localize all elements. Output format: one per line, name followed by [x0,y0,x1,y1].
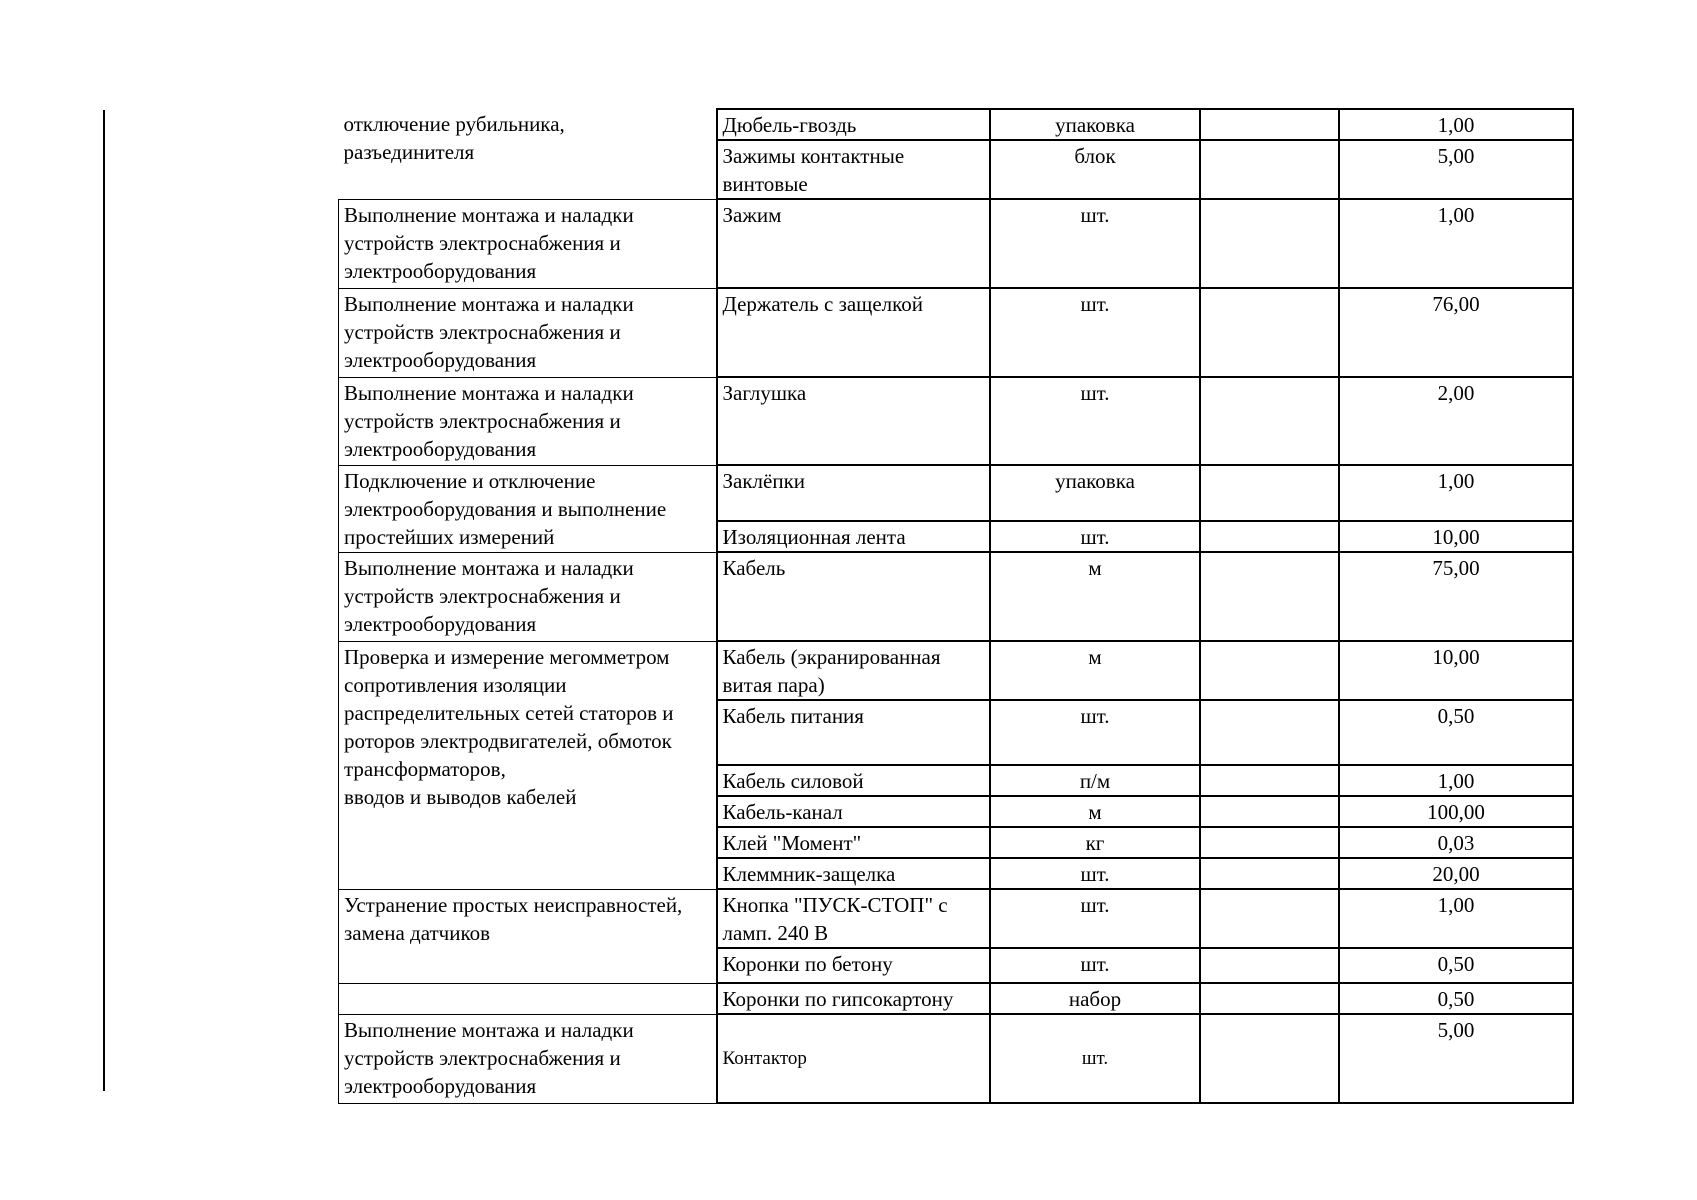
blank-cell [1200,552,1339,641]
table-row [339,552,1573,641]
quantity-cell: 1,00 [1339,765,1573,796]
blank-cell [1200,889,1339,948]
quantity-cell: 1,00 [1339,109,1573,140]
quantity-cell: 20,00 [1339,858,1573,889]
table-row [339,288,1573,377]
unit-cell: упаковка [990,109,1200,140]
blank-cell [1200,377,1339,465]
quantity-cell: 10,00 [1339,641,1573,700]
unit-cell: п/м [990,765,1200,796]
unit-cell: шт. [990,889,1200,948]
material-cell: Коронки по гипсокартону [717,983,990,1014]
quantity-cell: 100,00 [1339,796,1573,827]
material-cell: Дюбель-гвоздь [717,109,990,140]
blank-cell [1200,858,1339,889]
material-cell: Кабель питания [717,700,990,765]
work-cell: Выполнение монтажа и наладки устройств электроснабжения и электрооборудования [339,552,717,641]
unit-cell: м [990,641,1200,700]
blank-cell [1200,140,1339,199]
unit-cell: м [990,796,1200,827]
quantity-cell: 75,00 [1339,552,1573,641]
table-row [339,465,1573,521]
unit-cell: шт. [990,521,1200,552]
unit-cell: шт. [990,377,1200,465]
quantity-cell: 10,00 [1339,521,1573,552]
unit-cell: шт. [990,858,1200,889]
table-row [339,889,1573,948]
quantity-cell: 1,00 [1339,465,1573,521]
table-row [339,983,1573,1014]
work-cell: Проверка и измерение мегомметром сопротивления изоляции распределительных сетей статоров и роторов электродвигателей, обмоток трансформаторов, вводов и выводов кабелей [339,641,717,889]
table-row [339,641,1573,700]
unit-cell: м [990,552,1200,641]
material-cell: Клеммник-защелка [717,858,990,889]
quantity-cell: 0,50 [1339,700,1573,765]
material-cell: Заглушка [717,377,990,465]
unit-cell: блок [990,140,1200,199]
table-row [339,377,1573,465]
table-row [339,1014,1573,1103]
blank-cell [1200,700,1339,765]
quantity-cell: 0,03 [1339,827,1573,858]
material-cell: Зажим [717,199,990,288]
quantity-cell: 2,00 [1339,377,1573,465]
quantity-cell: 1,00 [1339,199,1573,288]
unit-cell: шт. [990,700,1200,765]
material-cell: Кабель (экранированная витая пара) [717,641,990,700]
material-cell: Клей "Момент" [717,827,990,858]
unit-cell: шт. [990,948,1200,983]
material-cell: Заклёпки [717,465,990,521]
blank-cell [1200,765,1339,796]
quantity-cell: 5,00 [1339,140,1573,199]
quantity-cell: 0,50 [1339,948,1573,983]
blank-cell [1200,641,1339,700]
unit-cell: шт. [990,288,1200,377]
work-cell: Выполнение монтажа и наладки устройств электроснабжения и электрооборудования [339,1014,717,1103]
quantity-cell: 76,00 [1339,288,1573,377]
material-cell: Кабель силовой [717,765,990,796]
blank-cell [1200,1014,1339,1103]
blank-cell [1200,796,1339,827]
unit-cell: кг [990,827,1200,858]
quantity-cell: 1,00 [1339,889,1573,948]
material-cell: Коронки по бетону [717,948,990,983]
left-margin-rule [103,110,105,1091]
work-cell: отключение рубильника, разъединителя [339,109,717,199]
work-cell [339,983,717,1014]
blank-cell [1200,288,1339,377]
blank-cell [1200,521,1339,552]
material-cell: Держатель с защелкой [717,288,990,377]
material-cell: Кабель-канал [717,796,990,827]
table-row [339,199,1573,288]
work-cell: Подключение и отключение электрооборудования и выполнение простейших измерений [339,465,717,552]
material-cell: Контактор [717,1014,990,1103]
blank-cell [1200,983,1339,1014]
material-cell: Кнопка "ПУСК-СТОП" с ламп. 240 В [717,889,990,948]
unit-cell: шт. [990,1014,1200,1103]
material-cell: Кабель [717,552,990,641]
materials-table [338,108,1574,1104]
blank-cell [1200,948,1339,983]
material-cell: Зажимы контактные винтовые [717,140,990,199]
work-cell: Выполнение монтажа и наладки устройств электроснабжения и электрооборудования [339,199,717,288]
material-cell: Изоляционная лента [717,521,990,552]
unit-cell: набор [990,983,1200,1014]
quantity-cell: 0,50 [1339,983,1573,1014]
work-cell: Устранение простых неисправностей, замена датчиков [339,889,717,983]
quantity-cell: 5,00 [1339,1014,1573,1103]
blank-cell [1200,827,1339,858]
unit-cell: шт. [990,199,1200,288]
blank-cell [1200,465,1339,521]
work-cell: Выполнение монтажа и наладки устройств электроснабжения и электрооборудования [339,377,717,465]
blank-cell [1200,109,1339,140]
table-row [339,109,1573,140]
blank-cell [1200,199,1339,288]
work-cell: Выполнение монтажа и наладки устройств электроснабжения и электрооборудования [339,288,717,377]
unit-cell: упаковка [990,465,1200,521]
